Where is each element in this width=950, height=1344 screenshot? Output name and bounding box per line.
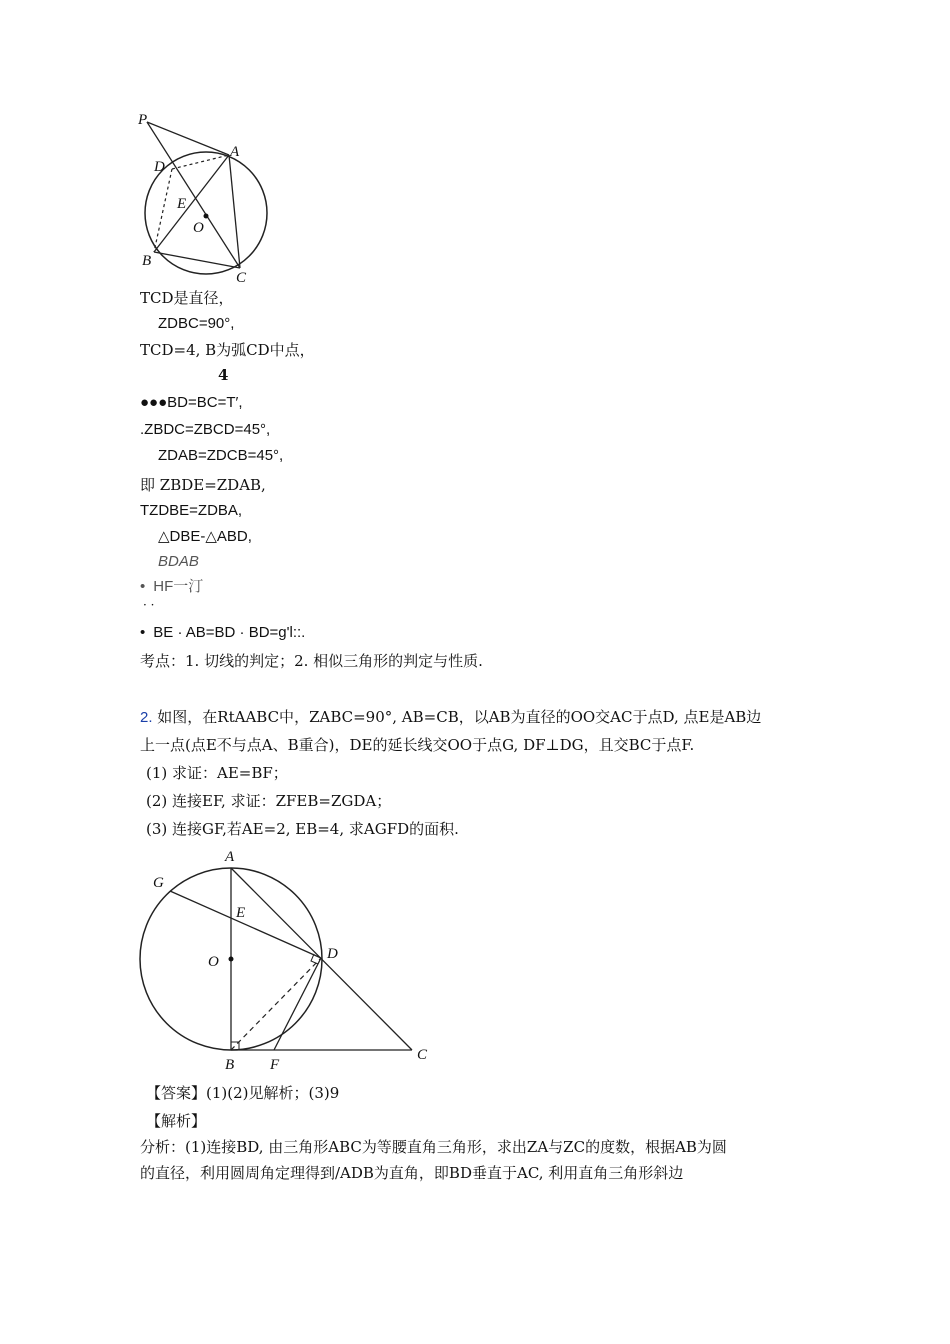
figure2-label-E: E [236, 905, 246, 921]
figure2-label-C: C [417, 1047, 428, 1063]
analysis-line-1: 分析：(1)连接BD, 由三角形ABC为等腰直角三角形，求出ZA与ZC的度数，根据AB为圆 [140, 1138, 727, 1156]
figure2-line-DF [274, 958, 321, 1050]
figure2-dashed-BD [231, 958, 321, 1050]
figure1-line-PA [147, 122, 229, 155]
figure1-line-PC [147, 122, 240, 268]
figure1-label-O: O [193, 220, 204, 236]
figure1-label-D: D [154, 159, 165, 175]
figure1-label-C: C [236, 270, 247, 286]
answer-line: 【答案】(1)(2)见解析；(3)9 [146, 1084, 340, 1102]
problem2-stem-text-1: 如图，在RtAABC中，ZABC=90°, AB=CB，以AB为直径的OO交AC于点D, 点E是AB边 [157, 708, 762, 726]
solution1-line-13: · · [143, 598, 155, 612]
problem2-question-2: (2) 连接EF, 求证：ZFEB=ZGDA； [146, 792, 392, 810]
solution1-line-14: • BE · AB=BD · BD=g'l::. [140, 623, 305, 643]
solution1-line-7: ZDAB=ZDCB=45°, [158, 447, 284, 464]
solution1-line-3: TCD=4, B为弧CD中点， [140, 341, 315, 359]
solution1-line-10: △DBE-△ABD, [158, 528, 252, 545]
problem2-question-1: (1) 求证：AE=BF； [146, 764, 288, 782]
figure1-line-AC [229, 155, 240, 268]
figure2-label-G: G [153, 875, 164, 891]
figure1-label-B: B [142, 253, 152, 269]
solution1-key-points: 考点：1. 切线的判定；2. 相似三角形的判定与性质. [140, 652, 483, 670]
problem2-stem-line1 [140, 707, 761, 728]
figure-2-circle-triangle [135, 840, 435, 1075]
analysis-title: 【解析】 [146, 1112, 207, 1130]
figure2-line-GD [170, 891, 321, 958]
figure2-label-B: B [225, 1057, 235, 1073]
solution1-line-1: TCD是直径， [140, 289, 234, 307]
figure-1-circle-tangent [130, 105, 290, 290]
figure2-label-A: A [225, 849, 235, 865]
problem2-number: 2. [140, 709, 153, 726]
solution1-line-5: ●●●BD=BC=T′, [140, 394, 243, 411]
solution1-line-8: 即 ZBDE=ZDAB, [140, 476, 266, 494]
solution1-line-11: BDAB [158, 553, 199, 570]
solution1-line-4: 4 [218, 366, 229, 384]
problem2-stem-line2: 上一点(点E不与点A、B重合)，DE的延长线交OO于点G, DF⊥DG，且交BC于点F. [140, 736, 695, 754]
figure2-center-dot [229, 957, 234, 962]
problem2-question-3: (3) 连接GF,若AE=2, EB=4, 求AGFD的面积. [146, 820, 459, 838]
solution1-line-6: .ZBDC=ZBCD=45°, [140, 421, 271, 438]
figure2-label-O: O [208, 954, 219, 970]
solution1-line-2: ZDBC=90°, [158, 315, 235, 332]
solution1-line-9: TZDBE=ZDBA, [140, 502, 243, 519]
figure1-label-A: A [230, 144, 240, 160]
analysis-line-2: 的直径，利用圆周角定理得到/ADB为直角，即BD垂直于AC, 利用直角三角形斜边 [140, 1164, 684, 1182]
figure1-label-P: P [138, 112, 148, 128]
figure1-line-BA [154, 155, 229, 252]
figure2-label-D: D [327, 946, 338, 962]
figure1-center-dot [204, 214, 209, 219]
figure1-label-E: E [177, 196, 187, 212]
figure2-label-F: F [270, 1057, 280, 1073]
solution1-line-12: • HF一汀 [140, 577, 203, 597]
